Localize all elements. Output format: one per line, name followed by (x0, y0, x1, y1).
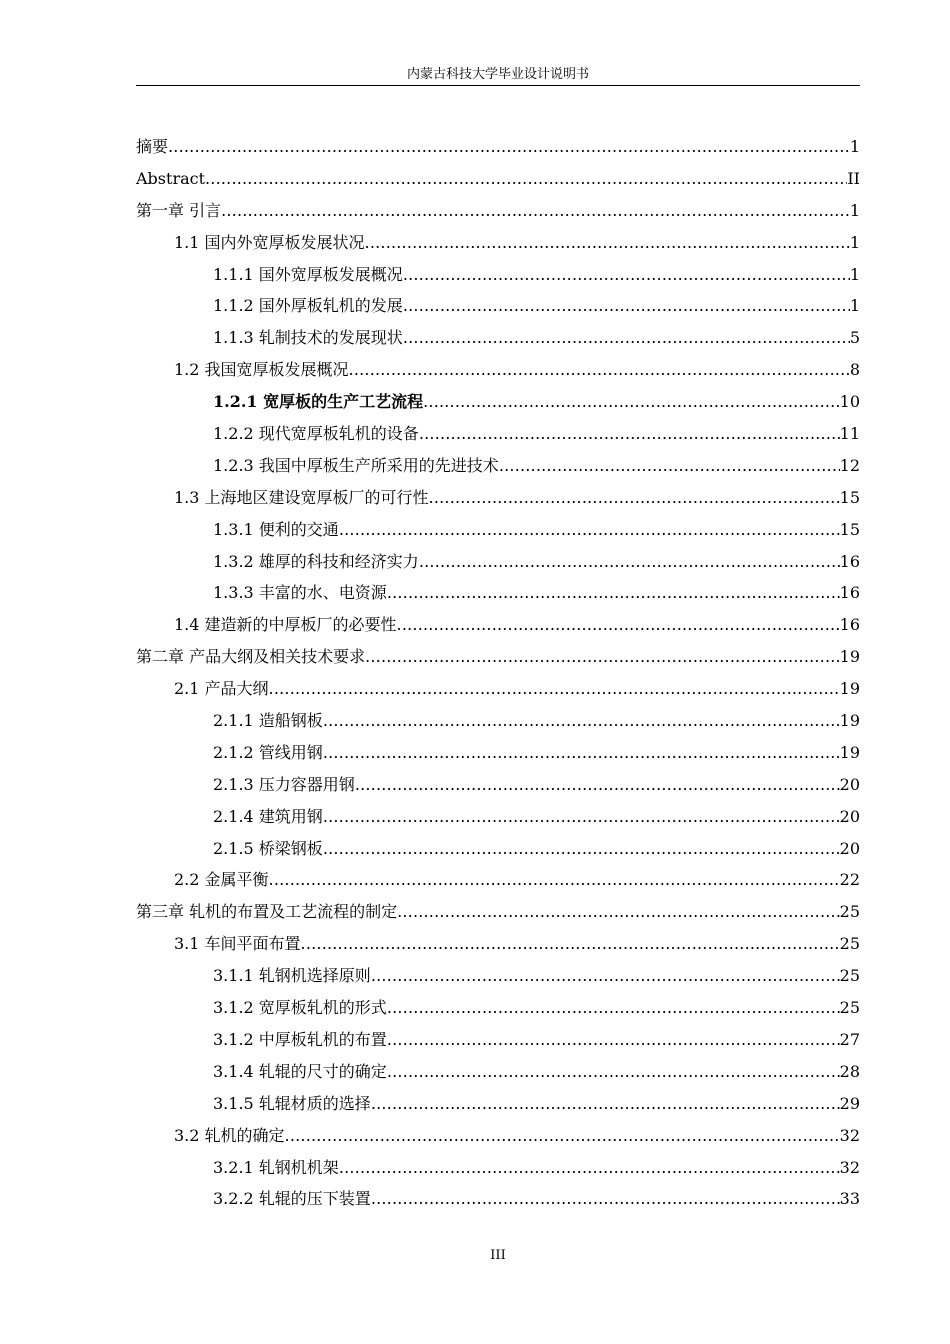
toc-entry-page: 22 (839, 870, 860, 890)
toc-entry[interactable] (136, 801, 860, 833)
dot-leader (323, 705, 840, 737)
dot-leader (269, 864, 840, 896)
dot-leader (365, 641, 840, 673)
dot-leader (371, 960, 840, 992)
toc-entry[interactable] (136, 546, 860, 578)
toc-entry[interactable] (136, 1056, 860, 1088)
toc-entry-page: 19 (839, 711, 860, 731)
dot-leader (419, 546, 840, 578)
toc-entry-page: 11 (839, 424, 860, 444)
dot-leader (365, 227, 850, 259)
toc-entry-page: 32 (839, 1125, 860, 1145)
toc-entry-title: 2.1.5 桥梁钢板 (213, 838, 323, 858)
toc-entry-page: 16 (839, 615, 860, 635)
toc-entry-page: 1 (849, 200, 860, 220)
toc-entry-title: 1.3.1 便利的交通 (213, 519, 339, 539)
toc-entry-page: 1 (849, 137, 860, 156)
toc-entry[interactable] (136, 482, 860, 514)
toc-entry-page: 12 (839, 455, 860, 475)
dot-leader (403, 290, 850, 322)
toc-entry-title: 第一章 引言 (136, 200, 222, 220)
toc-entry[interactable] (136, 1152, 860, 1184)
toc-entry-page: 25 (839, 966, 860, 986)
toc-entry-title: 1.4 建造新的中厚板厂的必要性 (174, 615, 397, 635)
toc-entry-title: 1.2.3 我国中厚板生产所采用的先进技术 (213, 455, 499, 475)
toc-entry-page: 28 (839, 1061, 860, 1081)
toc-entry[interactable] (136, 992, 860, 1024)
dot-leader (371, 1183, 840, 1215)
dot-leader (323, 737, 840, 769)
toc-entry-page: 20 (839, 806, 860, 826)
toc-entry-page: 25 (839, 902, 860, 922)
toc-entry-title: 1.1 国内外宽厚板发展状况 (174, 232, 365, 252)
toc-entry[interactable] (136, 577, 860, 609)
toc-entry-title: 2.1.2 管线用钢 (213, 742, 323, 762)
toc-entry-page: 25 (839, 934, 860, 954)
toc-entry[interactable] (136, 290, 860, 322)
header-rule (136, 85, 860, 86)
toc-entry[interactable] (136, 737, 860, 769)
dot-leader (301, 928, 840, 960)
toc-entry-title: 第三章 轧机的布置及工艺流程的制定 (136, 902, 398, 922)
dot-leader (339, 1152, 840, 1184)
toc-entry-page: 25 (839, 998, 860, 1018)
toc-entry-page: 19 (839, 679, 860, 699)
dot-leader (419, 418, 840, 450)
toc-entry-title: 3.1.2 中厚板轧机的布置 (213, 1029, 387, 1049)
dot-leader (403, 259, 850, 291)
table-of-contents (136, 131, 860, 1215)
dot-leader (323, 833, 840, 865)
dot-leader (323, 801, 840, 833)
page-number: III (490, 1248, 506, 1263)
toc-entry-title: 1.1.1 国外宽厚板发展概况 (213, 264, 403, 284)
toc-entry-title: 1.3.2 雄厚的科技和经济实力 (213, 551, 419, 571)
dot-leader (269, 673, 840, 705)
toc-entry[interactable] (136, 960, 860, 992)
toc-entry-title: Abstract (136, 168, 206, 188)
toc-entry-title: 3.2.1 轧钢机机架 (213, 1157, 339, 1177)
dot-leader (397, 896, 840, 928)
toc-entry-title: 3.2.2 轧辊的压下装置 (213, 1189, 371, 1209)
toc-entry[interactable] (136, 322, 860, 354)
toc-entry-page: 5 (849, 328, 860, 348)
toc-entry[interactable] (136, 1183, 860, 1215)
toc-entry[interactable] (136, 833, 860, 865)
toc-entry-page: 1 (849, 232, 860, 252)
toc-entry-title: 2.2 金属平衡 (174, 870, 269, 890)
toc-entry[interactable] (136, 673, 860, 705)
toc-entry-title: 1.3 上海地区建设宽厚板厂的可行性 (174, 487, 429, 507)
toc-entry-page: 1 (849, 264, 860, 284)
page-header: 内蒙古科技大学毕业设计说明书 (406, 67, 589, 82)
dot-leader (387, 1056, 840, 1088)
toc-entry[interactable] (136, 195, 860, 227)
toc-entry-page: 1 (849, 296, 860, 316)
toc-entry-title: 3.1.2 宽厚板轧机的形式 (213, 998, 387, 1018)
toc-entry-page: 19 (839, 742, 860, 762)
toc-entry[interactable] (136, 354, 860, 386)
dot-leader (371, 1088, 840, 1120)
toc-entry[interactable] (136, 227, 860, 259)
toc-entry-page: 32 (839, 1157, 860, 1177)
dot-leader (403, 322, 850, 354)
dot-leader (423, 386, 840, 418)
toc-entry[interactable] (136, 163, 860, 195)
toc-entry-title: 1.2.2 现代宽厚板轧机的设备 (213, 424, 419, 444)
toc-entry-page: 33 (839, 1189, 860, 1209)
toc-entry[interactable] (136, 769, 860, 801)
dot-leader (387, 1024, 840, 1056)
dot-leader (205, 163, 847, 195)
toc-entry[interactable] (136, 259, 860, 291)
dot-leader (355, 769, 840, 801)
toc-entry-page: 10 (839, 392, 860, 412)
dot-leader (221, 195, 850, 227)
toc-entry[interactable] (136, 641, 860, 673)
toc-entry[interactable] (136, 928, 860, 960)
toc-entry[interactable] (136, 609, 860, 641)
toc-entry-title: 2.1.3 压力容器用钢 (213, 774, 355, 794)
toc-entry-page: 29 (839, 1093, 860, 1113)
toc-entry-title: 1.3.3 丰富的水、电资源 (213, 583, 387, 603)
toc-entry-title: 摘要 (136, 137, 169, 156)
toc-entry-page: 15 (839, 487, 860, 507)
toc-entry[interactable] (136, 864, 860, 896)
toc-entry-title: 第二章 产品大纲及相关技术要求 (136, 647, 366, 667)
toc-entry-title: 1.2 我国宽厚板发展概况 (174, 360, 349, 380)
toc-entry-page: 16 (839, 583, 860, 603)
dot-leader (387, 992, 840, 1024)
toc-entry-page: 15 (839, 519, 860, 539)
toc-entry-title: 2.1 产品大纲 (174, 679, 269, 699)
toc-entry-title: 3.2 轧机的确定 (174, 1125, 285, 1145)
dot-leader (387, 577, 840, 609)
toc-entry-page: 16 (839, 551, 860, 571)
dot-leader (285, 1120, 840, 1152)
toc-entry[interactable] (136, 896, 860, 928)
dot-leader (349, 354, 850, 386)
toc-entry[interactable] (136, 705, 860, 737)
toc-entry[interactable] (136, 418, 860, 450)
toc-entry[interactable] (136, 386, 860, 418)
toc-entry-page: 20 (839, 838, 860, 858)
toc-entry-title: 3.1.1 轧钢机选择原则 (213, 966, 371, 986)
toc-entry-title: 3.1.5 轧辊材质的选择 (213, 1093, 371, 1113)
dot-leader (397, 609, 840, 641)
toc-entry[interactable] (136, 1120, 860, 1152)
toc-entry-title: 3.1 车间平面布置 (174, 934, 301, 954)
toc-entry-title: 2.1.4 建筑用钢 (213, 806, 323, 826)
toc-entry[interactable] (136, 450, 860, 482)
toc-entry-title: 1.1.2 国外厚板轧机的发展 (213, 296, 403, 316)
toc-entry-title: 2.1.1 造船钢板 (213, 711, 323, 731)
dot-leader (168, 131, 850, 163)
dot-leader (339, 514, 840, 546)
toc-entry-page: II (847, 168, 860, 188)
toc-entry-page: 20 (839, 774, 860, 794)
toc-entry-title: 3.1.4 轧辊的尺寸的确定 (213, 1061, 387, 1081)
toc-entry-page: 19 (839, 647, 860, 667)
toc-entry-page: 27 (839, 1029, 860, 1049)
toc-entry-page: 8 (849, 360, 860, 380)
toc-entry-title: 1.2.1 宽厚板的生产工艺流程 (213, 392, 424, 412)
toc-entry[interactable] (136, 514, 860, 546)
dot-leader (499, 450, 840, 482)
toc-entry[interactable] (136, 131, 860, 163)
dot-leader (429, 482, 840, 514)
toc-entry[interactable] (136, 1088, 860, 1120)
toc-entry[interactable] (136, 1024, 860, 1056)
toc-entry-title: 1.1.3 轧制技术的发展现状 (213, 328, 403, 348)
